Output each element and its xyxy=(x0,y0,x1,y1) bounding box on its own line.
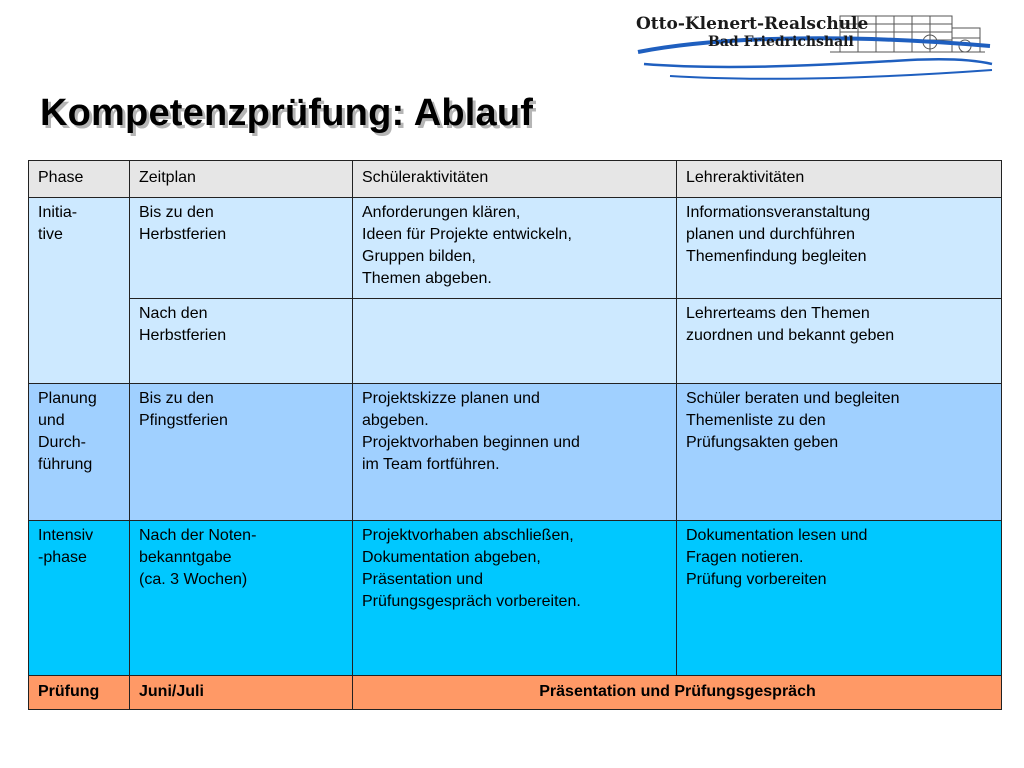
table-row-intensiv xyxy=(29,521,1002,676)
school-name: Otto-Klenert-Realschule xyxy=(636,14,869,34)
schueler-planung: Projektskizze planen und abgeben. Projektvorhaben beginnen und im Team fortführen. xyxy=(353,384,677,521)
schueler-initiative-1: Anforderungen klären, Ideen für Projekte entwickeln, Gruppen bilden, Themen abgeben. xyxy=(353,198,677,299)
table-row-initiative-2 xyxy=(29,299,1002,384)
phase-initiative: Initia- tive xyxy=(29,198,130,384)
phase-pruefung: Prüfung xyxy=(29,676,130,710)
school-logo xyxy=(630,8,1000,90)
table-row-initiative-1 xyxy=(29,198,1002,299)
table-header-row xyxy=(29,161,1002,198)
schedule-table xyxy=(28,160,1002,710)
lehrer-planung: Schüler beraten und begleiten Themenliste zu den Prüfungsakten geben xyxy=(677,384,1002,521)
slide-title: Kompetenzprüfung: Ablauf xyxy=(40,92,534,134)
zeitplan-initiative-2: Nach den Herbstferien xyxy=(130,299,353,384)
zeitplan-pruefung: Juni/Juli xyxy=(130,676,353,710)
zeitplan-initiative-1: Bis zu den Herbstferien xyxy=(130,198,353,299)
lehrer-intensiv: Dokumentation lesen und Fragen notieren. Prüfung vorbereiten xyxy=(677,521,1002,676)
zeitplan-intensiv: Nach der Noten- bekanntgabe (ca. 3 Wochen) xyxy=(130,521,353,676)
header-schueleraktivitaeten: Schüleraktivitäten xyxy=(353,161,677,198)
schueler-initiative-2 xyxy=(353,299,677,384)
table-row-pruefung xyxy=(29,676,1002,710)
phase-intensiv: Intensiv -phase xyxy=(29,521,130,676)
logo-swoosh-middle xyxy=(644,59,992,67)
logo-swoosh-bottom xyxy=(670,70,992,79)
lehrer-initiative-1: Informationsveranstaltung planen und durchführen Themenfindung begleiten xyxy=(677,198,1002,299)
activity-pruefung: Präsentation und Prüfungsgespräch xyxy=(353,676,1002,710)
phase-planung: Planung und Durch- führung xyxy=(29,384,130,521)
zeitplan-planung: Bis zu den Pfingstferien xyxy=(130,384,353,521)
lehrer-initiative-2: Lehrerteams den Themen zuordnen und bekannt geben xyxy=(677,299,1002,384)
header-lehreraktivitaeten: Lehreraktivitäten xyxy=(677,161,1002,198)
table-row-planung xyxy=(29,384,1002,521)
schueler-intensiv: Projektvorhaben abschließen, Dokumentation abgeben, Präsentation und Prüfungsgespräch vorbereiten. xyxy=(353,521,677,676)
header-zeitplan: Zeitplan xyxy=(130,161,353,198)
school-town: Bad Friedrichshall xyxy=(708,34,854,50)
header-phase: Phase xyxy=(29,161,130,198)
